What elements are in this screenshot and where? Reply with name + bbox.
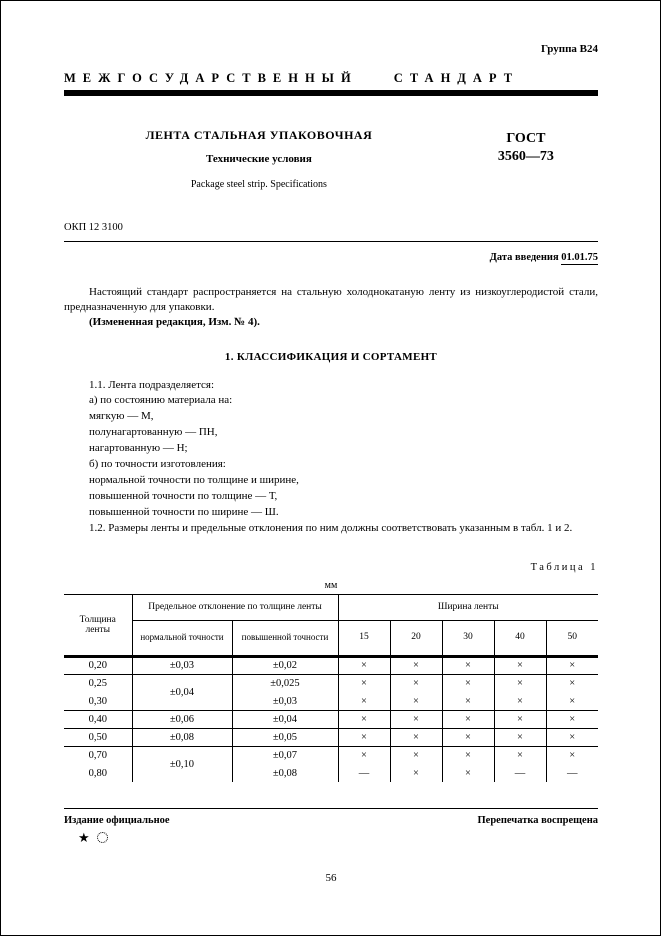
section-1-heading: 1. КЛАССИФИКАЦИЯ И СОРТАМЕНТ xyxy=(224,350,438,363)
tolerance-high-cell: ±0,04 xyxy=(232,710,338,728)
classification-line: нормальной точности по толщине и ширине, xyxy=(89,474,299,487)
title-left xyxy=(64,128,454,190)
mark-cell: — xyxy=(338,764,390,782)
mark-cell: × xyxy=(546,710,598,728)
banner-divider xyxy=(64,90,598,96)
thickness-cell: 0,40 xyxy=(64,710,132,728)
date-value: 01.01.75 xyxy=(561,252,598,263)
classification-line: б) по точности изготовления: xyxy=(89,458,226,471)
footer xyxy=(64,808,598,826)
okp-code: ОКП 12 3100 xyxy=(64,222,123,233)
tolerance-high-cell: ±0,05 xyxy=(232,728,338,746)
introduction-date xyxy=(64,252,598,263)
table-header-row xyxy=(64,594,598,620)
mark-cell: × xyxy=(338,674,390,692)
mark-cell: × xyxy=(442,674,494,692)
mark-cell: × xyxy=(390,710,442,728)
document-subtitle-en: Package steel strip. Specifications xyxy=(190,179,327,190)
mark-cell: × xyxy=(390,764,442,782)
gost-label: ГОСТ xyxy=(506,131,546,146)
scope-paragraph: Настоящий стандарт распространяется на стальную холоднокатаную ленту из низкоуглеродистой стали, предназначенную для упаковки. xyxy=(64,286,598,313)
col-header-width-group: Ширина ленты xyxy=(338,594,598,620)
group-label: Группа В24 xyxy=(540,43,598,55)
tolerance-normal-cell: ±0,06 xyxy=(132,710,232,728)
mark-cell: × xyxy=(442,692,494,710)
circle-icon xyxy=(97,832,108,843)
tolerance-normal-cell: ±0,08 xyxy=(132,728,232,746)
thickness-cell: 0,20 xyxy=(64,656,132,674)
mark-cell: × xyxy=(546,728,598,746)
edition-note: Издание официальное xyxy=(64,815,170,827)
mark-cell: — xyxy=(546,764,598,782)
thickness-cell: 0,25 xyxy=(88,678,107,690)
mark-cell: × xyxy=(494,746,546,764)
table-row xyxy=(64,728,598,746)
table-label: Таблица 1 xyxy=(530,561,598,573)
document-subtitle: Технические условия xyxy=(205,153,312,165)
mark-cell: × xyxy=(442,656,494,674)
gost-number-block xyxy=(454,128,598,190)
table-units: мм xyxy=(324,579,338,591)
table-row xyxy=(64,710,598,728)
paragraph-1-2: 1.2. Размеры ленты и предельные отклонения по ним должны соответствовать указанным в табл. 1 и 2. xyxy=(89,521,573,534)
tolerance-high-cell: ±0,02 xyxy=(232,656,338,674)
standard-banner: МЕЖГОСУДАРСТВЕННЫЙ СТАНДАРТ xyxy=(64,71,520,85)
tolerance-normal-cell: ±0,03 xyxy=(132,656,232,674)
amendment-note: (Измененная редакция, Изм. № 4). xyxy=(89,315,260,328)
size-table xyxy=(64,594,598,783)
classification-line: повышенной точности по толщине — Т, xyxy=(89,490,278,503)
gost-value: 3560—73 xyxy=(497,149,554,165)
star-icon: ★ xyxy=(78,830,90,846)
mark-cell: × xyxy=(546,656,598,674)
table-subheader-row xyxy=(64,620,598,656)
mark-cell: × xyxy=(442,746,494,764)
document-title: ЛЕНТА СТАЛЬНАЯ УПАКОВОЧНАЯ xyxy=(145,128,373,142)
tolerance-high-cell: ±0,08 xyxy=(232,764,338,782)
gost-number xyxy=(454,130,598,166)
mark-cell: × xyxy=(442,728,494,746)
tolerance-high-cell: ±0,03 xyxy=(232,692,338,710)
classification-line: мягкую — М, xyxy=(89,410,154,423)
col-header-width-40: 40 xyxy=(494,620,546,656)
mark-cell: × xyxy=(390,674,442,692)
mark-cell: × xyxy=(546,674,598,692)
classification-line: 1.1. Лента подразделяется: xyxy=(89,378,215,391)
mark-cell: × xyxy=(338,692,390,710)
mark-cell: × xyxy=(390,728,442,746)
col-header-tolerance-group: Предельное отклонение по толщине ленты xyxy=(132,594,338,620)
mark-cell: × xyxy=(390,656,442,674)
tolerance-high-cell: ±0,07 xyxy=(232,746,338,764)
classification-line: нагартованную — Н; xyxy=(89,442,188,455)
col-header-tolerance-normal: нормальной точности xyxy=(132,620,232,656)
mark-cell: × xyxy=(390,746,442,764)
page-content xyxy=(1,1,660,884)
col-header-width-30: 30 xyxy=(442,620,494,656)
tolerance-high-cell: ±0,025 xyxy=(232,674,338,692)
mark-cell: × xyxy=(442,710,494,728)
page-number: 56 xyxy=(325,872,337,885)
col-header-thickness: Толщина ленты xyxy=(64,594,132,656)
thickness-cell: 0,50 xyxy=(64,728,132,746)
mark-cell: × xyxy=(494,728,546,746)
date-label: Дата введения xyxy=(489,252,559,263)
classification-line: повышенной точности по ширине — Ш. xyxy=(89,506,279,519)
thickness-cell: 0,70 xyxy=(88,750,107,762)
tolerance-normal-cell: ±0,04 xyxy=(132,674,232,710)
mark-cell: × xyxy=(494,710,546,728)
col-header-width-20: 20 xyxy=(390,620,442,656)
mark-cell: — xyxy=(494,764,546,782)
table-row xyxy=(64,746,598,764)
mark-cell: × xyxy=(338,710,390,728)
horizontal-rule xyxy=(64,241,598,242)
mark-cell: × xyxy=(494,692,546,710)
table-row xyxy=(64,656,598,674)
mark-cell: × xyxy=(442,764,494,782)
table-row xyxy=(64,674,598,692)
col-header-width-15: 15 xyxy=(338,620,390,656)
mark-cell: × xyxy=(494,656,546,674)
title-block xyxy=(64,128,598,190)
mark-cell: × xyxy=(390,692,442,710)
mark-cell: × xyxy=(546,692,598,710)
mark-cell: × xyxy=(338,746,390,764)
mark-cell: × xyxy=(338,656,390,674)
col-header-width-50: 50 xyxy=(546,620,598,656)
thickness-cell: 0,80 xyxy=(88,767,107,779)
print-marks xyxy=(64,831,598,844)
mark-cell: × xyxy=(338,728,390,746)
classification-line: а) по состоянию материала на: xyxy=(89,394,233,407)
reprint-note: Перепечатка воспрещена xyxy=(477,815,598,827)
mark-cell: × xyxy=(546,746,598,764)
tolerance-normal-cell: ±0,10 xyxy=(132,746,232,782)
classification-line: полунагартованную — ПН, xyxy=(89,426,218,439)
col-header-tolerance-high: повышенной точности xyxy=(232,620,338,656)
thickness-cell: 0,30 xyxy=(64,692,132,710)
mark-cell: × xyxy=(494,674,546,692)
